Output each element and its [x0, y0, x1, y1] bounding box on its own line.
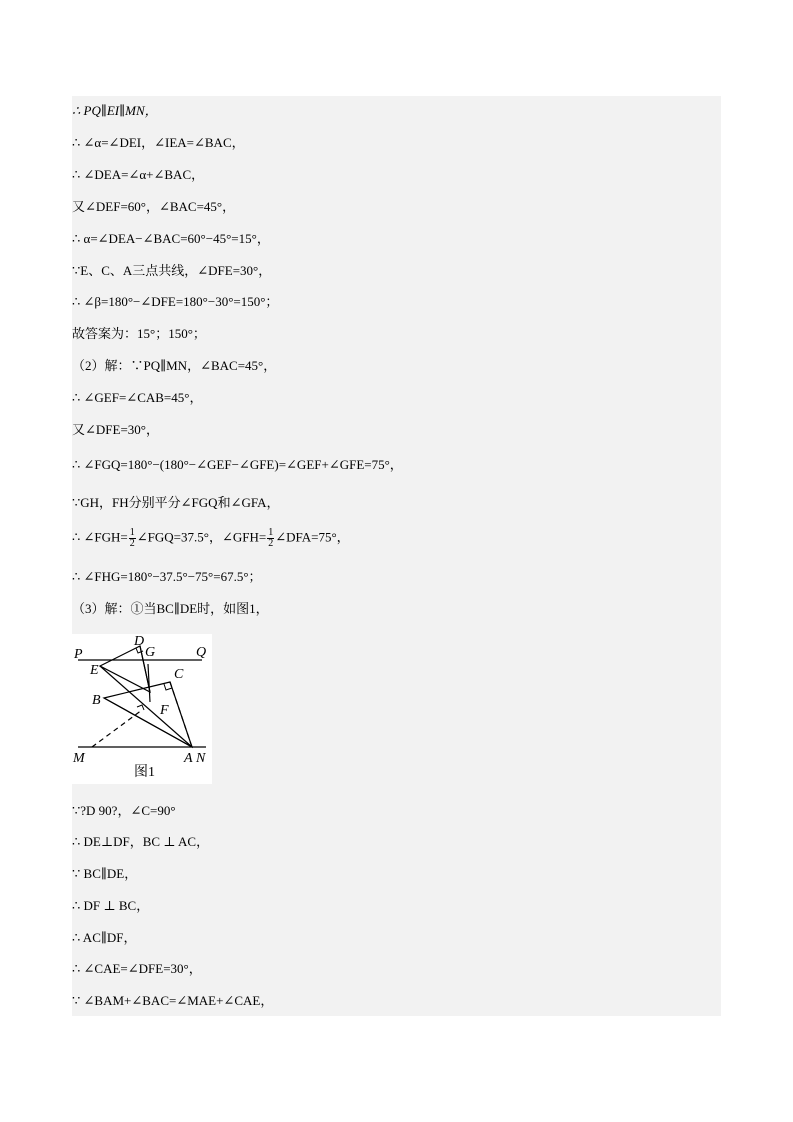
- text-line: ∵GH，FH分别平分∠FGQ和∠GFA，: [72, 495, 280, 510]
- label-C: C: [174, 667, 184, 682]
- text-line: ∴ DE⊥DF，BC ⊥ AC，: [72, 834, 210, 849]
- label-D: D: [134, 634, 145, 649]
- label-M: M: [73, 751, 85, 766]
- line-tail: ∠DFA=75°，: [275, 529, 350, 545]
- text-line: ∴ ∠CAE=∠DFE=30°，: [72, 961, 202, 976]
- fraction: [267, 528, 274, 549]
- text-line: ∴ ∠FGQ=180°−(180°−∠GEF−∠GFE)=∠GEF+∠GFE=75°，: [72, 457, 403, 472]
- text-line: ∴ ∠DEA=∠α+∠BAC，: [72, 167, 205, 182]
- text-line: 又∠DEF=60°，∠BAC=45°，: [72, 199, 236, 214]
- text-line: 又∠DFE=30°，: [72, 422, 159, 437]
- label-N: N: [196, 751, 206, 766]
- fraction-denominator: 2: [129, 538, 135, 549]
- text-line: （3）解：①当BC∥DE时，如图1，: [72, 601, 269, 616]
- text-line: ∵ ∠BAM+∠BAC=∠MAE+∠CAE，: [72, 993, 274, 1008]
- fraction-denominator: 2: [268, 538, 274, 549]
- line-middle: ∠FGQ=37.5°，∠GFH=: [136, 529, 267, 545]
- text-line: ∴ PQ∥EI∥MN，: [72, 103, 158, 118]
- figure-caption: 图1: [134, 765, 155, 780]
- text-line: ∵?D 90?，∠C=90°: [72, 803, 176, 818]
- line-prefix: ∴ ∠FGH=: [72, 529, 128, 545]
- label-A: A: [184, 751, 193, 766]
- fraction-numerator: 1: [129, 527, 135, 538]
- text-line: （2）解：∵PQ∥MN，∠BAC=45°，: [72, 358, 277, 373]
- geometry-figure: [72, 634, 212, 784]
- fraction: [129, 528, 136, 549]
- text-line: ∴ AC∥DF，: [72, 930, 137, 945]
- text-line: ∴ ∠FHG=180°−37.5°−75°=67.5°；: [72, 569, 262, 584]
- text-line: ∴ ∠GEF=∠CAB=45°，: [72, 390, 203, 405]
- text-line: ∴ DF ⊥ BC，: [72, 898, 150, 913]
- label-G: G: [145, 645, 156, 660]
- label-F: F: [160, 703, 169, 718]
- label-B: B: [92, 693, 101, 708]
- text-line: ∴ ∠α=∠DEI，∠IEA=∠BAC，: [72, 135, 245, 150]
- text-line: ∵E、C、A三点共线，∠DFE=30°，: [72, 263, 272, 278]
- text-line: ∵ BC∥DE，: [72, 866, 138, 881]
- text-line: ∴ ∠β=180°−∠DFE=180°−30°=150°；: [72, 294, 279, 309]
- solution-content: [72, 96, 721, 1016]
- fraction-numerator: 1: [268, 527, 274, 538]
- label-Q: Q: [196, 645, 207, 660]
- label-E: E: [90, 663, 99, 678]
- text-line: ∴ α=∠DEA−∠BAC=60°−45°=15°，: [72, 231, 270, 246]
- text-line-with-fractions: [72, 528, 350, 549]
- text-line: 故答案为：15°；150°；: [72, 326, 206, 341]
- label-P: P: [74, 647, 83, 662]
